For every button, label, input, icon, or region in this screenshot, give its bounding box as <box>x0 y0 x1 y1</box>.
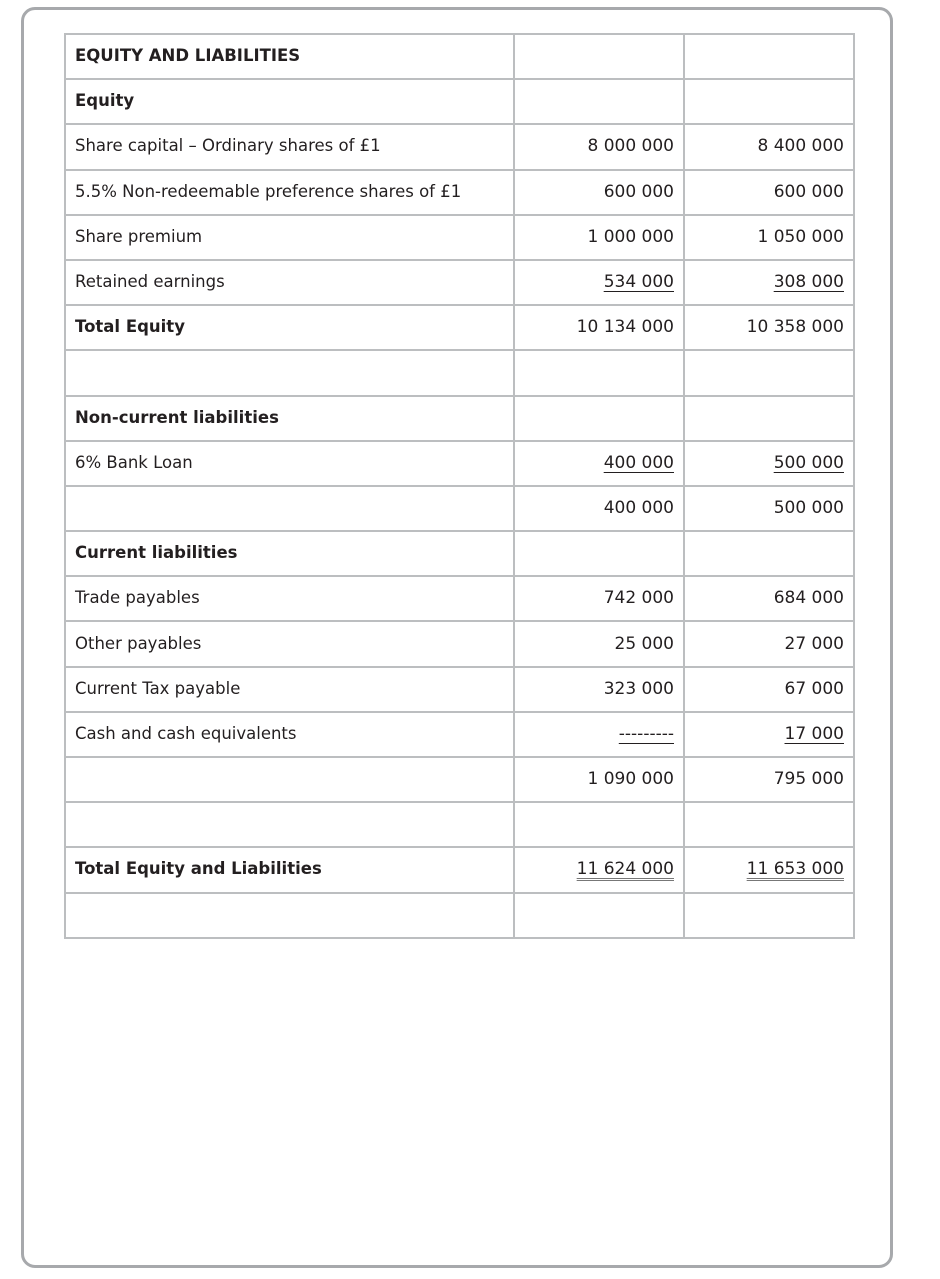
row-label: Share premium <box>75 226 203 246</box>
table-row <box>65 215 854 260</box>
previous-year-value: 684 000 <box>773 588 844 609</box>
previous-year-value: 500 000 <box>773 452 844 473</box>
current-year-value: 11 624 000 <box>576 859 674 880</box>
previous-year-value: 1 050 000 <box>757 226 844 247</box>
current-year-value: 742 000 <box>603 588 674 609</box>
current-year-cell <box>514 486 684 531</box>
row-label: Current Tax payable <box>75 678 241 698</box>
previous-year-cell <box>684 215 854 260</box>
current-year-cell <box>514 170 684 215</box>
previous-year-cell <box>684 34 854 79</box>
row-label-cell <box>65 712 514 757</box>
current-year-cell <box>514 847 684 892</box>
row-label-cell <box>65 396 514 441</box>
row-label-cell <box>65 350 514 395</box>
current-year-cell <box>514 757 684 802</box>
row-label-cell <box>65 79 514 124</box>
row-label-cell <box>65 893 514 938</box>
current-year-cell <box>514 893 684 938</box>
previous-year-value: 600 000 <box>773 181 844 202</box>
previous-year-cell <box>684 170 854 215</box>
row-label-cell <box>65 124 514 169</box>
previous-year-cell <box>684 441 854 486</box>
table-row <box>65 531 854 576</box>
previous-year-cell <box>684 757 854 802</box>
current-year-cell <box>514 712 684 757</box>
current-year-cell <box>514 79 684 124</box>
current-year-value: 10 134 000 <box>576 317 674 338</box>
row-label-cell <box>65 847 514 892</box>
previous-year-cell <box>684 712 854 757</box>
table-row <box>65 712 854 757</box>
current-year-value: 534 000 <box>603 272 674 293</box>
current-year-cell <box>514 215 684 260</box>
current-year-value: 600 000 <box>603 181 674 202</box>
current-year-value: 1 090 000 <box>587 769 674 790</box>
previous-year-cell <box>684 667 854 712</box>
row-label-cell <box>65 34 514 79</box>
current-year-cell <box>514 34 684 79</box>
row-label: Trade payables <box>75 588 200 608</box>
row-label-cell <box>65 531 514 576</box>
row-label: EQUITY AND LIABILITIES <box>75 46 301 66</box>
current-year-cell <box>514 531 684 576</box>
table-row <box>65 124 854 169</box>
current-year-value: --------- <box>618 723 674 744</box>
table-row <box>65 486 854 531</box>
current-year-value: 8 000 000 <box>587 136 674 157</box>
table-row <box>65 34 854 79</box>
row-label-cell <box>65 576 514 621</box>
previous-year-cell <box>684 893 854 938</box>
row-label: Equity <box>75 91 135 111</box>
row-label: Cash and cash equivalents <box>75 723 297 743</box>
row-label-cell <box>65 802 514 847</box>
previous-year-cell <box>684 621 854 666</box>
row-label: Retained earnings <box>75 272 225 292</box>
row-label: Current liabilities <box>75 543 238 563</box>
previous-year-cell <box>684 79 854 124</box>
table-row <box>65 79 854 124</box>
previous-year-value: 795 000 <box>773 769 844 790</box>
table-row <box>65 396 854 441</box>
previous-year-value: 8 400 000 <box>757 136 844 157</box>
current-year-cell <box>514 124 684 169</box>
previous-year-cell <box>684 305 854 350</box>
row-label: Total Equity and Liabilities <box>75 859 322 879</box>
table-row <box>65 802 854 847</box>
previous-year-cell <box>684 350 854 395</box>
table-row <box>65 260 854 305</box>
current-year-cell <box>514 621 684 666</box>
row-label-cell <box>65 170 514 215</box>
current-year-value: 1 000 000 <box>587 226 674 247</box>
current-year-cell <box>514 260 684 305</box>
previous-year-value: 17 000 <box>784 723 844 744</box>
table-row <box>65 441 854 486</box>
current-year-value: 400 000 <box>603 497 674 518</box>
row-label: Other payables <box>75 633 202 653</box>
row-label-cell <box>65 215 514 260</box>
previous-year-value: 27 000 <box>784 633 844 654</box>
table-row <box>65 305 854 350</box>
equity-liabilities-table <box>64 33 855 939</box>
current-year-cell <box>514 396 684 441</box>
table-row <box>65 847 854 892</box>
row-label: Non-current liabilities <box>75 407 279 427</box>
previous-year-cell <box>684 396 854 441</box>
previous-year-cell <box>684 802 854 847</box>
current-year-value: 400 000 <box>603 452 674 473</box>
row-label-cell <box>65 260 514 305</box>
current-year-cell <box>514 350 684 395</box>
table-row <box>65 757 854 802</box>
previous-year-cell <box>684 260 854 305</box>
previous-year-cell <box>684 576 854 621</box>
row-label-cell <box>65 486 514 531</box>
previous-year-value: 500 000 <box>773 497 844 518</box>
current-year-cell <box>514 802 684 847</box>
previous-year-value: 67 000 <box>784 678 844 699</box>
row-label-cell <box>65 757 514 802</box>
previous-year-cell <box>684 531 854 576</box>
previous-year-value: 11 653 000 <box>746 859 844 880</box>
current-year-value: 323 000 <box>603 678 674 699</box>
previous-year-cell <box>684 847 854 892</box>
current-year-cell <box>514 576 684 621</box>
row-label-cell <box>65 667 514 712</box>
current-year-cell <box>514 305 684 350</box>
previous-year-cell <box>684 486 854 531</box>
table-row <box>65 893 854 938</box>
row-label-cell <box>65 621 514 666</box>
previous-year-value: 10 358 000 <box>746 317 844 338</box>
row-label: 6% Bank Loan <box>75 452 193 472</box>
row-label: Share capital – Ordinary shares of £1 <box>75 136 381 156</box>
previous-year-cell <box>684 124 854 169</box>
row-label-cell <box>65 305 514 350</box>
table-row <box>65 170 854 215</box>
row-label: Total Equity <box>75 317 185 337</box>
previous-year-value: 308 000 <box>773 272 844 293</box>
table-row <box>65 621 854 666</box>
current-year-value: 25 000 <box>614 633 674 654</box>
table-row <box>65 576 854 621</box>
row-label-cell <box>65 441 514 486</box>
current-year-cell <box>514 667 684 712</box>
table-row <box>65 350 854 395</box>
table-row <box>65 667 854 712</box>
row-label: 5.5% Non-redeemable preference shares of £1 <box>75 181 462 201</box>
current-year-cell <box>514 441 684 486</box>
